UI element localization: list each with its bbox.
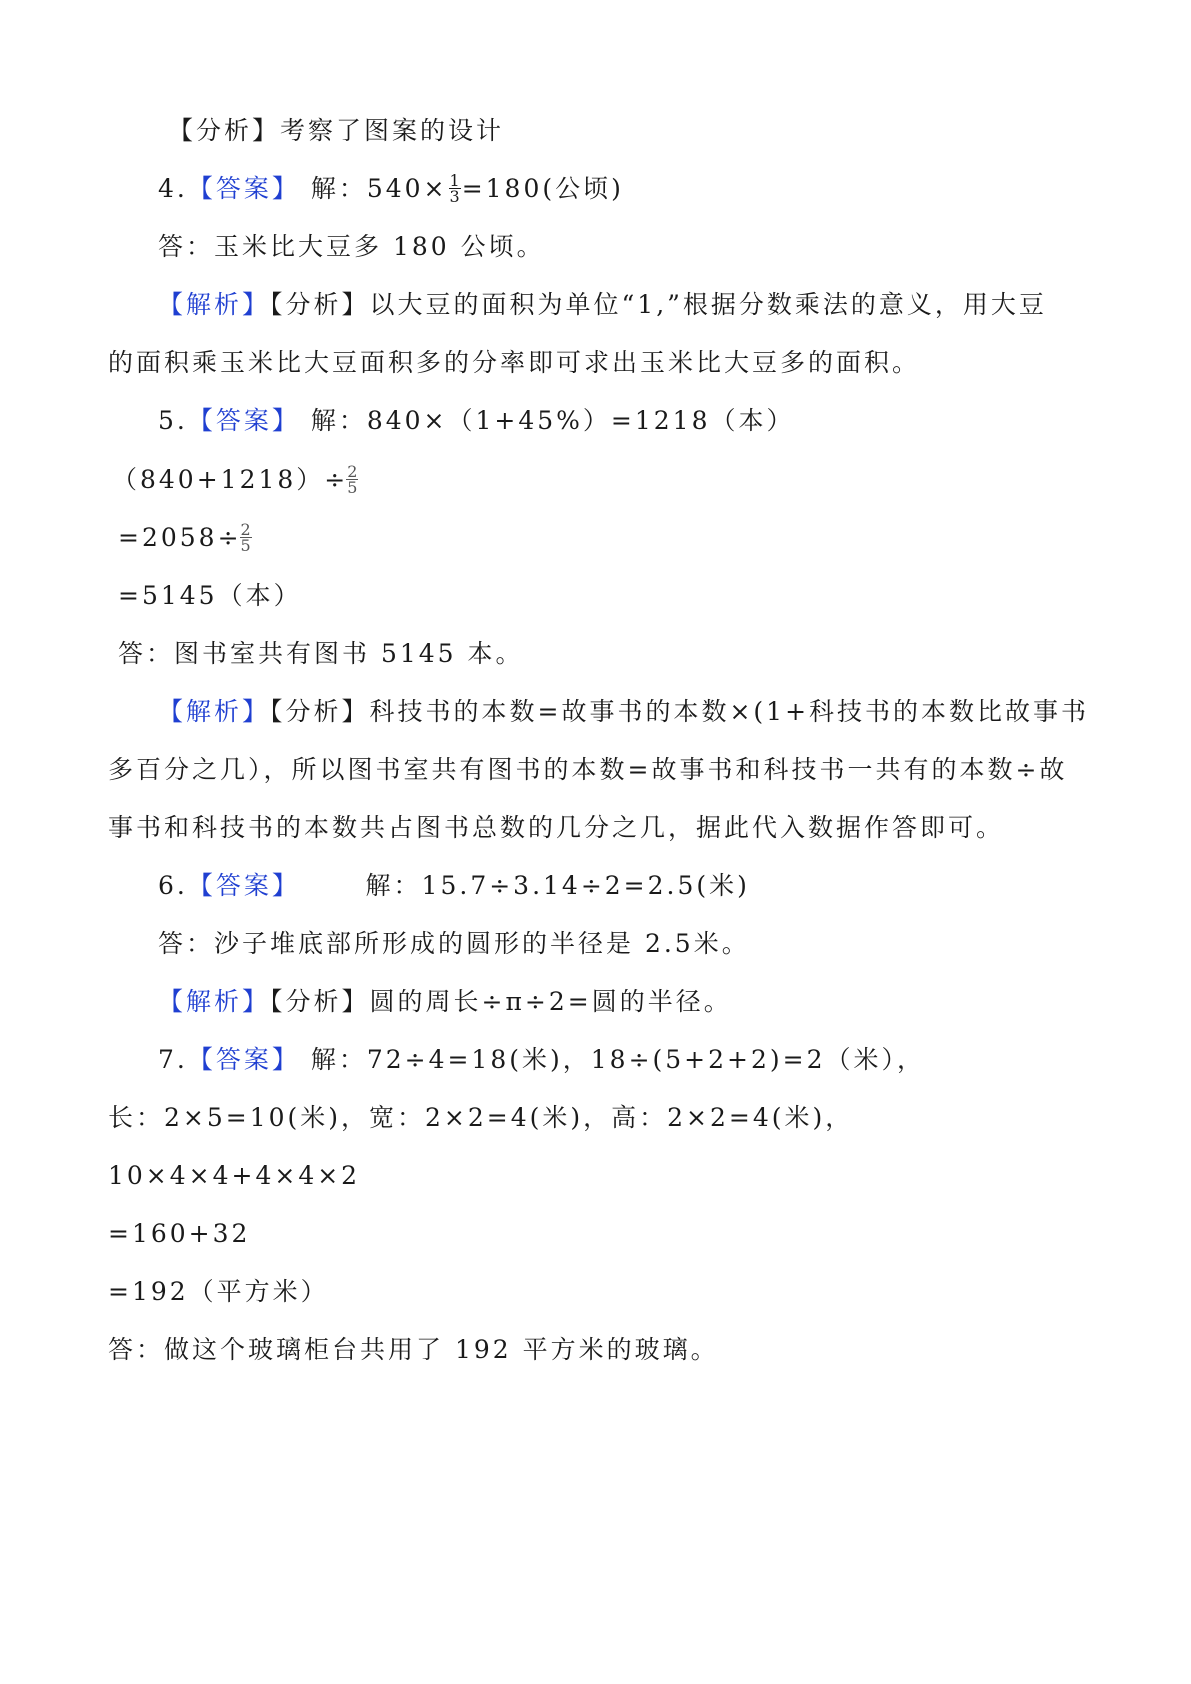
explanation-tag: 【解析】 bbox=[158, 290, 271, 319]
fraction-denominator: 3 bbox=[449, 187, 460, 206]
line-text: 解：15.7÷3.14÷2=2.5(米) bbox=[299, 871, 750, 900]
calc-7-step-3 bbox=[108, 1276, 329, 1308]
calc-5-step-1 bbox=[112, 464, 359, 497]
answer-tag: 【答案】 bbox=[187, 871, 300, 900]
line-text: 答：做这个玻璃柜台共用了 192 平方米的玻璃。 bbox=[108, 1335, 719, 1364]
question-number: 5. bbox=[158, 406, 188, 435]
answer-5-line bbox=[158, 405, 794, 437]
fraction-numerator: 2 bbox=[347, 462, 358, 481]
line-text: =160+32 bbox=[108, 1219, 251, 1248]
fraction-numerator: 1 bbox=[449, 171, 460, 190]
line-text: 的面积乘玉米比大豆面积多的分率即可求出玉米比大豆多的面积。 bbox=[108, 348, 921, 377]
answer-tag: 【答案】 bbox=[187, 174, 300, 203]
calc-7-dimensions bbox=[108, 1102, 853, 1134]
fraction-denominator: 5 bbox=[240, 536, 251, 555]
line-text: 【分析】圆的周长÷π÷2=圆的半径。 bbox=[270, 987, 732, 1016]
line-text: （840+1218） bbox=[112, 465, 325, 494]
divide-sign: ÷ bbox=[324, 465, 346, 494]
answer-5-conclusion bbox=[118, 638, 524, 670]
analysis-design-line bbox=[168, 115, 504, 147]
line-text: 【分析】以大豆的面积为单位“1,”根据分数乘法的意义，用大豆 bbox=[270, 290, 1047, 319]
explanation-5-line-2 bbox=[108, 754, 1067, 786]
line-text: 答：沙子堆底部所形成的圆形的半径是 2.5米。 bbox=[158, 929, 750, 958]
answer-4-line bbox=[158, 173, 624, 206]
explanation-tag: 【解析】 bbox=[158, 697, 271, 726]
answer-tag: 【答案】 bbox=[187, 406, 300, 435]
calc-7-step-2 bbox=[108, 1218, 250, 1250]
calc-5-step-2 bbox=[118, 522, 253, 555]
question-number: 4. bbox=[158, 174, 188, 203]
answer-6-line bbox=[158, 870, 750, 902]
answer-7-line bbox=[158, 1044, 925, 1076]
line-text: 解：840×（1+45%）=1218（本） bbox=[299, 406, 795, 435]
explanation-6-line bbox=[158, 986, 732, 1018]
fraction-denominator: 5 bbox=[347, 478, 358, 497]
answer-4-conclusion bbox=[158, 231, 545, 263]
line-text: =5145（本） bbox=[118, 581, 302, 610]
explanation-5-line-1 bbox=[158, 696, 1089, 728]
line-text: 事书和科技书的本数共占图书总数的几分之几，据此代入数据作答即可。 bbox=[108, 813, 1005, 842]
answer-6-conclusion bbox=[158, 928, 750, 960]
fraction bbox=[346, 464, 358, 495]
line-text: 长：2×5=10(米)，宽：2×2=4(米)，高：2×2=4(米)， bbox=[108, 1103, 854, 1132]
line-text: 多百分之几），所以图书室共有图书的本数=故事书和科技书一共有的本数÷故 bbox=[108, 755, 1068, 784]
line-text: 解：72÷4=18(米)，18÷(5+2+2)=2（米）， bbox=[299, 1045, 925, 1074]
answer-tag: 【答案】 bbox=[187, 1045, 300, 1074]
question-number: 7. bbox=[158, 1045, 188, 1074]
calc-5-step-3 bbox=[118, 580, 302, 612]
line-text: =180(公顷) bbox=[461, 174, 624, 203]
line-text: 答：图书室共有图书 5145 本。 bbox=[118, 639, 524, 668]
line-text: =192（平方米） bbox=[108, 1277, 329, 1306]
line-text: 10×4×4+4×4×2 bbox=[108, 1161, 361, 1190]
calc-7-step-1 bbox=[108, 1160, 360, 1192]
divide-sign: ÷ bbox=[217, 523, 239, 552]
line-text: 【分析】科技书的本数=故事书的本数×(1+科技书的本数比故事书 bbox=[270, 697, 1090, 726]
line-text: 答：玉米比大豆多 180 公顷。 bbox=[158, 232, 545, 261]
line-text: 【分析】考察了图案的设计 bbox=[168, 116, 505, 145]
fraction-numerator: 2 bbox=[240, 520, 251, 539]
question-number: 6. bbox=[158, 871, 188, 900]
fraction bbox=[449, 173, 461, 204]
line-text: =2058 bbox=[118, 523, 218, 552]
explanation-tag: 【解析】 bbox=[158, 987, 271, 1016]
line-text: 解：540× bbox=[299, 174, 448, 203]
explanation-4-line-2 bbox=[108, 347, 920, 379]
explanation-5-line-3 bbox=[108, 812, 1004, 844]
answer-7-conclusion bbox=[108, 1334, 719, 1366]
fraction bbox=[240, 522, 252, 553]
explanation-4-line-1 bbox=[158, 289, 1047, 321]
